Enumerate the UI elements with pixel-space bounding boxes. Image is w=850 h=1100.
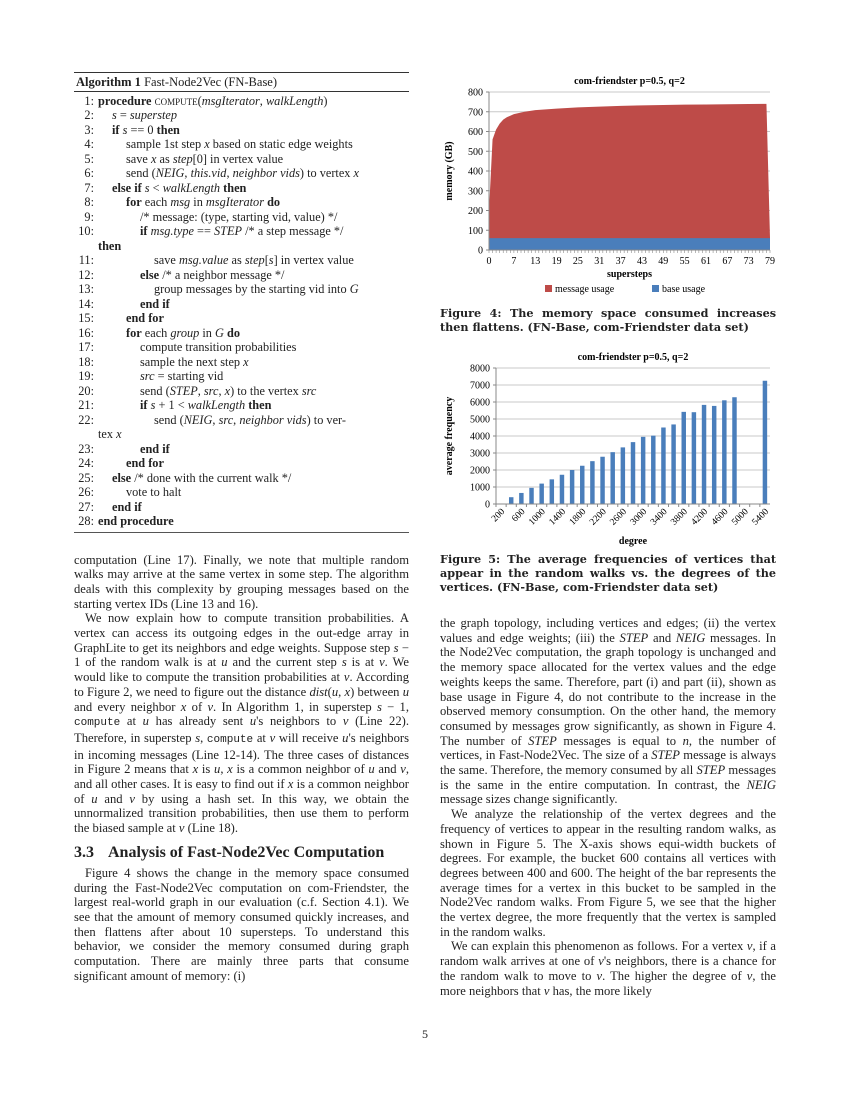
paragraph-right-1: the graph topology, including vertices and edges; (ii) the vertex values and edge weights; (iii) the STEP and NEIG messages. In the Node2Vec computation, the graph topology is unchanged and the memory space allocated for the vertex values and the edge weights keeps the same. Therefore, part (i) and part (ii), shown as base usage in Figure 4, do not contribute to the increase in the observed memory consumption. On the other hand, the memory consumed by messages grow significantly, as shown in Figure 4. The number of STEP messages is equal to n, the number of vertices, in Fast-Node2Vec. The size of a STEP message is always the same. Therefore, the memory consumed by all STEP messages is the same in the entire computation. In contrast, the NEIG message sizes change significantly. (440, 616, 776, 807)
algorithm-lines (74, 92, 409, 533)
bar (610, 452, 614, 504)
line-text: src = starting vid (140, 369, 224, 383)
line-text: end if (140, 296, 170, 311)
line-number: 1: (84, 93, 94, 108)
svg-text:base usage: base usage (662, 284, 706, 295)
line-text: tex x (98, 427, 122, 441)
svg-text:8000: 8000 (470, 363, 490, 375)
bar (661, 428, 665, 505)
algorithm-line (74, 297, 409, 312)
line-number: 23: (78, 441, 94, 456)
svg-text:79: 79 (765, 256, 775, 267)
bar (671, 424, 675, 504)
svg-text:5000: 5000 (470, 414, 490, 426)
section-title: Analysis of Fast-Node2Vec Computation (108, 843, 385, 861)
line-number: 5: (84, 151, 94, 166)
algorithm-line (74, 166, 409, 181)
paragraph-left-1: computation (Line 17). Finally, we note that multiple random walks may arrive at the same vertex in some step. The algorithm deals with this complexity by grouping messages based on the starting vertex IDs (Line 13 and 16). (74, 552, 409, 611)
algorithm-line (74, 123, 409, 138)
svg-text:0: 0 (478, 245, 483, 257)
bar (702, 405, 706, 504)
algorithm-line (74, 195, 409, 210)
line-number: 12: (78, 267, 94, 282)
paragraph-left-2: We now explain how to compute transition probabilities. A vertex can access its outgoing edges in the out-edge array in GraphLite to get its neighbors and edge weights. Suppose step s − 1 of the random walk is at u and the current step s is at v. We would like to compute the transition probabilities at v. According to Figure 2, we need to figure out the distance dist(u, x) between u and every neighbor x of v. In Algorithm 1, in superstep s − 1, compute at u has already sent u's neighbors to v (Line 22). Therefore, in superstep s, compute at v will receive u's neighbors in incoming messages (Line 12-14). The three cases of distances in Figure 2 means that x is u, x is a common neighbor of u and v, and all other cases. It is easy to find out if x is a common neighbor of u and v by using a hash set. In this way, we obtain the unnormalized transition probabilities, then use them to perform the biased sample at v (Line 18). (74, 611, 410, 836)
line-number: 19: (78, 369, 94, 383)
line-text: if msg.type == STEP /* a step message */ (140, 224, 344, 238)
svg-text:7000: 7000 (470, 380, 490, 392)
line-text: if s + 1 < walkLength then (140, 398, 272, 412)
svg-text:2200: 2200 (588, 507, 609, 528)
bar (550, 479, 554, 504)
svg-text:100: 100 (468, 225, 483, 237)
svg-text:600: 600 (510, 507, 528, 525)
figure-4-caption: Figure 4: The memory space consumed increases then flattens. (FN-Base, com-Friendster data set) (440, 306, 776, 334)
line-text: end for (126, 456, 164, 470)
line-text: end if (112, 499, 142, 514)
svg-text:com-friendster p=0.5, q=2: com-friendster p=0.5, q=2 (577, 352, 689, 363)
left-column (74, 72, 409, 983)
bar (651, 436, 655, 504)
line-text: for each msg in msgIterator do (126, 195, 281, 209)
line-number: 18: (78, 354, 94, 369)
svg-text:19: 19 (551, 256, 562, 267)
algorithm-line (74, 137, 409, 152)
paragraph-right-2: We analyze the relationship of the vertex degrees and the frequency of vertices to appear in the resulting random walks, as shown in Figure 5. The X-axis shows equi-width buckets of degrees. For example, the bucket 600 contains all vertices with degrees between 400 and 600. The height of the bar represents the average times for a vertex in this bucket to be sampled in the Node2Vec random walks. From Figure 5, we see that the higher the vertex degree, the more frequently that the vertex is sampled in the random walks. (440, 807, 776, 939)
figure-5 (440, 348, 776, 594)
line-number: 26: (78, 485, 94, 499)
section-heading (74, 844, 409, 862)
figure-5-caption: Figure 5: The average frequencies of vertices that appear in the random walks vs. the degrees of the vertices. (FN-Base, com-Friendster data set) (440, 552, 776, 594)
paragraph-left-3: Figure 4 shows the change in the memory space consumed during the Fast-Node2Vec computation on com-Friendster, the largest real-world graph in our evaluation (c.f. Section 4.1). We see that the amount of memory consumed quickly increases, and then flattens after about 10 supersteps. To understand this behavior, we consider the memory consumed during graph computation. There are mainly three parts that consume significant amount of memory: (i) (74, 865, 409, 983)
line-number: 24: (78, 456, 94, 470)
line-text: for each group in G do (126, 325, 240, 340)
algorithm-line (74, 456, 409, 471)
line-number: 11: (78, 253, 94, 267)
svg-text:0: 0 (485, 499, 490, 511)
algorithm-block (74, 72, 409, 533)
svg-text:4000: 4000 (470, 431, 490, 443)
line-text: sample 1st step x based on static edge weights (126, 137, 353, 151)
svg-text:5400: 5400 (750, 507, 772, 528)
svg-text:200: 200 (468, 206, 483, 217)
svg-text:3800: 3800 (669, 507, 690, 528)
line-number: 15: (78, 311, 94, 325)
svg-text:67: 67 (722, 256, 733, 267)
chart-title: com-friendster p=0.5, q=2 (574, 76, 685, 87)
bar (722, 400, 726, 504)
line-text: end procedure (98, 514, 174, 528)
line-text: send (NEIG, this.vid, neighbor vids) to vertex x (126, 166, 359, 180)
algorithm-title (74, 72, 409, 92)
algorithm-line (74, 239, 409, 254)
bar (712, 406, 716, 504)
svg-text:message usage: message usage (555, 284, 615, 295)
algorithm-line (74, 355, 409, 370)
svg-text:25: 25 (572, 256, 583, 267)
svg-text:300: 300 (468, 186, 483, 198)
algorithm-line (74, 369, 409, 384)
svg-text:0: 0 (486, 256, 492, 267)
line-number: 16: (78, 325, 94, 340)
line-number: 14: (78, 296, 94, 311)
line-text: group messages by the starting vid into G (154, 282, 359, 296)
line-text: end for (126, 311, 164, 325)
bar (509, 497, 513, 504)
frequency-bar-chart (440, 348, 776, 548)
algorithm-line (74, 471, 409, 486)
svg-text:1800: 1800 (567, 507, 589, 528)
bar (580, 466, 584, 504)
line-number: 17: (78, 340, 94, 354)
algorithm-label: Algorithm 1 (76, 75, 141, 89)
section-number: 3.3 (74, 843, 94, 861)
svg-text:6000: 6000 (470, 397, 490, 409)
algorithm-line (74, 282, 409, 297)
algorithm-line (74, 514, 409, 529)
svg-text:43: 43 (636, 256, 647, 267)
bar (529, 488, 533, 504)
svg-text:3000: 3000 (470, 448, 490, 460)
line-number: 28: (78, 514, 94, 528)
svg-text:2600: 2600 (608, 507, 629, 528)
memory-area-chart (440, 72, 776, 302)
svg-text:5000: 5000 (730, 507, 751, 528)
line-text: send (NEIG, src, neighbor vids) to ver- (154, 412, 346, 427)
svg-text:73: 73 (743, 256, 754, 267)
line-number: 2: (84, 108, 94, 122)
line-number: 20: (78, 383, 94, 398)
algorithm-line (74, 210, 409, 225)
algorithm-line (74, 181, 409, 196)
svg-text:average frequency: average frequency (444, 396, 455, 476)
svg-text:supersteps: supersteps (606, 269, 653, 280)
bar (631, 442, 635, 504)
bar (763, 381, 767, 504)
algorithm-line (74, 398, 409, 413)
right-column (440, 72, 776, 998)
line-number: 25: (78, 470, 94, 485)
svg-text:700: 700 (468, 107, 483, 119)
algorithm-line (74, 326, 409, 341)
line-text: /* message: (type, starting vid, value) */ (140, 209, 338, 224)
algorithm-line (74, 442, 409, 457)
line-text: then (98, 238, 122, 253)
algorithm-line (74, 94, 409, 109)
svg-text:memory (GB): memory (GB) (444, 141, 455, 201)
svg-text:degree: degree (618, 536, 648, 547)
line-text: if s == 0 then (112, 122, 180, 137)
base-usage-area (489, 238, 770, 250)
svg-text:1000: 1000 (527, 507, 548, 528)
line-number: 3: (84, 122, 94, 137)
svg-text:1000: 1000 (470, 482, 490, 494)
svg-text:3000: 3000 (628, 507, 650, 528)
bar (732, 397, 736, 504)
line-text: sample the next step x (140, 354, 249, 369)
bar (621, 447, 625, 504)
line-number: 21: (78, 398, 94, 412)
bar (692, 412, 696, 504)
line-text: else /* a neighbor message */ (140, 267, 285, 282)
svg-text:500: 500 (468, 146, 483, 158)
line-text: procedure compute(msgIterator, walkLength) (98, 93, 328, 108)
line-number: 4: (84, 137, 94, 151)
svg-text:1400: 1400 (547, 507, 569, 528)
line-text: else /* done with the current walk */ (112, 470, 292, 485)
svg-text:37: 37 (615, 256, 626, 267)
bar (682, 412, 686, 504)
line-text: send (STEP, src, x) to the vertex src (140, 383, 317, 398)
bar (570, 470, 574, 504)
figure-4 (440, 72, 776, 334)
message-usage-area (489, 104, 770, 250)
svg-text:200: 200 (490, 507, 508, 525)
line-number: 6: (84, 166, 94, 180)
line-number: 9: (84, 209, 94, 224)
algorithm-line (74, 427, 409, 442)
algorithm-line (74, 500, 409, 515)
svg-text:13: 13 (530, 256, 541, 267)
svg-text:31: 31 (594, 256, 605, 267)
svg-text:400: 400 (468, 166, 483, 178)
line-text: vote to halt (126, 485, 182, 499)
algorithm-line (74, 108, 409, 123)
line-number: 27: (78, 499, 94, 514)
algorithm-line (74, 311, 409, 326)
svg-text:61: 61 (700, 256, 711, 267)
algorithm-line (74, 253, 409, 268)
svg-text:2000: 2000 (470, 465, 490, 477)
svg-text:4600: 4600 (709, 507, 731, 528)
line-text: save x as step[0] in vertex value (126, 151, 284, 166)
bar (519, 493, 523, 504)
bar (641, 437, 645, 504)
page-number: 5 (422, 1027, 428, 1041)
algorithm-line (74, 485, 409, 500)
line-number: 8: (84, 195, 94, 209)
algorithm-line (74, 268, 409, 283)
algorithm-line (74, 340, 409, 355)
algorithm-line (74, 224, 409, 239)
line-text: end if (140, 441, 170, 456)
line-text: s = superstep (112, 108, 178, 122)
bar (590, 461, 594, 504)
algorithm-name: Fast-Node2Vec (FN-Base) (144, 75, 278, 89)
svg-text:3400: 3400 (649, 507, 670, 528)
paragraph-right-3: We can explain this phenomenon as follows. For a vertex v, if a random walk arrives at one of v's neighbors, there is a chance for the random walk to move to v. The higher the degree of v, the more neighbors that v has, the more likely (440, 939, 776, 998)
algorithm-line (74, 384, 409, 399)
line-number (74, 427, 94, 442)
line-number (74, 239, 94, 254)
svg-text:600: 600 (468, 127, 483, 138)
algorithm-line (74, 152, 409, 167)
svg-text:800: 800 (468, 87, 483, 99)
line-number: 10: (78, 224, 94, 238)
bar (600, 457, 604, 504)
svg-text:4200: 4200 (689, 507, 711, 528)
bar (560, 475, 564, 504)
svg-text:55: 55 (679, 256, 690, 267)
bar (539, 484, 543, 504)
line-number: 22: (78, 412, 94, 427)
svg-text:7: 7 (511, 256, 517, 267)
line-text: else if s < walkLength then (112, 180, 247, 195)
line-number: 7: (84, 180, 94, 195)
line-number: 13: (78, 282, 94, 296)
algorithm-line (74, 413, 409, 428)
svg-text:49: 49 (658, 256, 669, 267)
line-text: compute transition probabilities (140, 340, 297, 354)
line-text: save msg.value as step[s] in vertex value (154, 253, 354, 267)
